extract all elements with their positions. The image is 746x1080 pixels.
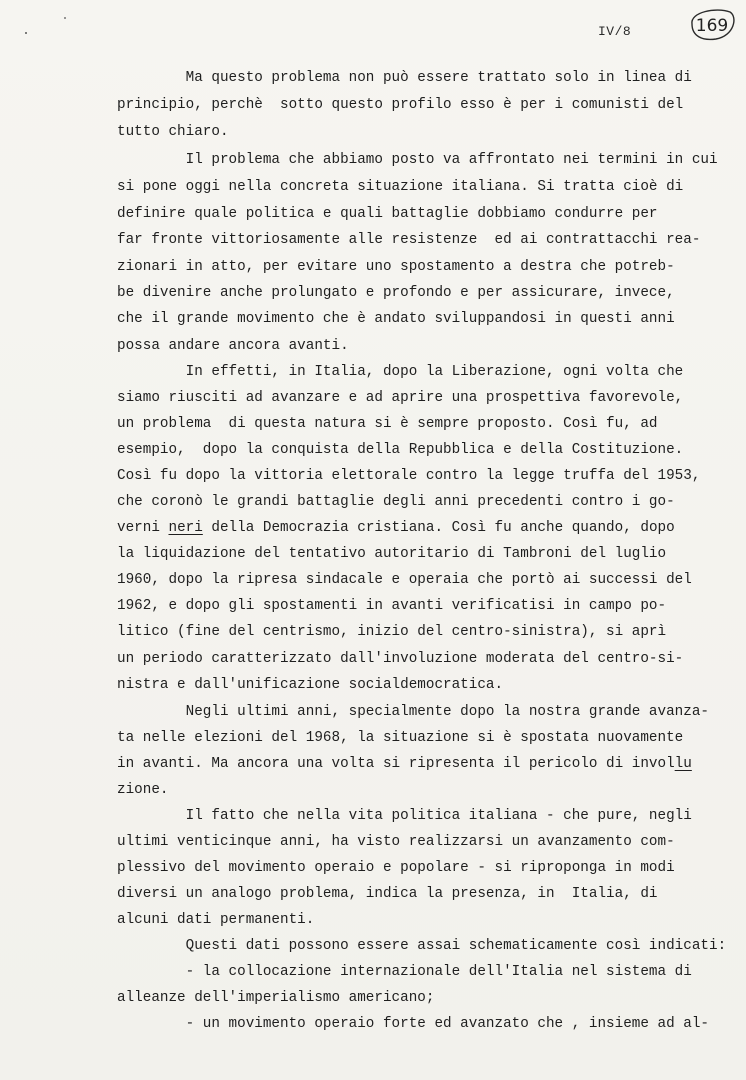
text-line: che il grande movimento che è andato sviluppandosi in questi anni: [117, 311, 675, 327]
scan-speck: [25, 32, 27, 34]
text-line: zionari in atto, per evitare uno spostamento a destra che potreb-: [117, 259, 675, 275]
text-line: Il fatto che nella vita politica italiana - che pure, negli: [117, 808, 692, 824]
text-line: - la collocazione internazionale dell'Italia nel sistema di: [117, 964, 692, 980]
underlined-word: neri: [168, 520, 203, 536]
text-line: nistra e dall'unificazione socialdemocratica.: [117, 677, 504, 693]
text-line: ta nelle elezioni del 1968, la situazione si è spostata nuovamente: [117, 730, 684, 746]
text-line: litico (fine del centrismo, inizio del centro-sinistra), si aprì: [117, 624, 667, 640]
text-line: plessivo del movimento operaio e popolare - si riproponga in modi: [117, 860, 675, 876]
text-segment: verni: [117, 520, 169, 536]
text-line: la liquidazione del tentativo autoritario di Tambroni del luglio: [117, 546, 667, 562]
text-line: tutto chiaro.: [117, 124, 229, 140]
text-line: Ma questo problema non può essere trattato solo in linea di: [117, 70, 692, 86]
underlined-fragment: lu: [674, 756, 692, 772]
text-line: Così fu dopo la vittoria elettorale contro la legge truffa del 1953,: [117, 468, 701, 484]
text-line: be divenire anche prolungato e profondo e per assicurare, invece,: [117, 285, 675, 301]
scan-speck: [64, 17, 66, 19]
text-line: far fronte vittoriosamente alle resistenze ed ai contrattacchi rea-: [117, 232, 701, 248]
stamp-circle-icon: [686, 6, 736, 42]
stamp-number: 169: [695, 16, 729, 36]
text-line: definire quale politica e quali battaglie dobbiamo condurre per: [117, 206, 658, 222]
text-line: 1960, dopo la ripresa sindacale e operaia che portò ai successi del: [117, 572, 692, 588]
text-line: In effetti, in Italia, dopo la Liberazione, ogni volta che: [117, 364, 684, 380]
page-number: IV/8: [598, 24, 632, 39]
text-line: diversi un analogo problema, indica la presenza, in Italia, di: [117, 886, 658, 902]
text-line: ultimi venticinque anni, ha visto realizzarsi un avanzamento com-: [117, 834, 675, 850]
text-line: [117, 520, 675, 536]
text-line: Negli ultimi anni, specialmente dopo la nostra grande avanza-: [117, 704, 709, 720]
text-line: alcuni dati permanenti.: [117, 912, 315, 928]
archive-stamp: [686, 6, 736, 42]
text-line: alleanze dell'imperialismo americano;: [117, 990, 435, 1006]
text-line: 1962, e dopo gli spostamenti in avanti verificatisi in campo po-: [117, 598, 667, 614]
text-line: - un movimento operaio forte ed avanzato che , insieme ad al-: [117, 1016, 709, 1032]
text-line: Questi dati possono essere assai schematicamente così indicati:: [117, 938, 727, 954]
text-line: un periodo caratterizzato dall'involuzione moderata del centro-si-: [117, 651, 684, 667]
text-line: si pone oggi nella concreta situazione italiana. Si tratta cioè di: [117, 179, 684, 195]
text-line: principio, perchè sotto questo profilo esso è per i comunisti del: [117, 97, 684, 113]
text-segment: in avanti. Ma ancora una volta si ripresenta il pericolo di invol: [117, 756, 675, 772]
text-line: siamo riusciti ad avanzare e ad aprire una prospettiva favorevole,: [117, 390, 684, 406]
text-line: Il problema che abbiamo posto va affrontato nei termini in cui: [117, 152, 718, 168]
text-line: [117, 756, 692, 772]
text-line: un problema di questa natura si è sempre proposto. Così fu, ad: [117, 416, 658, 432]
text-segment: della Democrazia cristiana. Così fu anche quando, dopo: [202, 520, 675, 536]
text-line: che coronò le grandi battaglie degli anni precedenti contro i go-: [117, 494, 675, 510]
text-line: zione.: [117, 782, 169, 798]
text-line: possa andare ancora avanti.: [117, 338, 349, 354]
text-line: esempio, dopo la conquista della Repubblica e della Costituzione.: [117, 442, 684, 458]
